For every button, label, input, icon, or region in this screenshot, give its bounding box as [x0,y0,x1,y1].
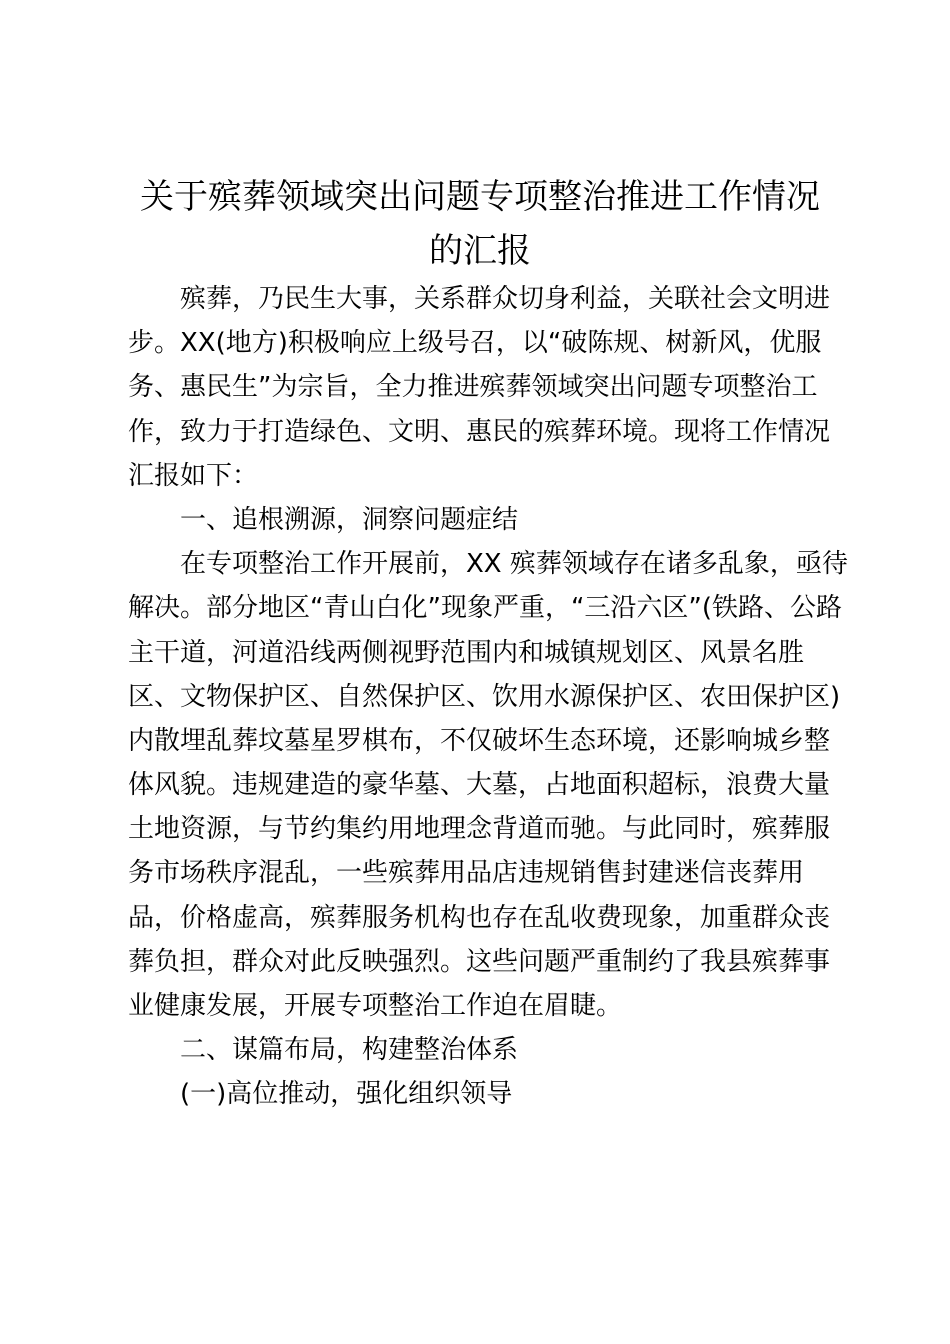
paragraph-problems-line-6: 体风貌。违规建造的豪华墓、大墓，占地面积超标，浪费大量 [128,770,831,801]
paragraph-intro-line-3: 务、惠民生”为宗旨，全力推进殡葬领域突出问题专项整治工 [128,372,818,403]
paragraph-problems-line-2: 解决。部分地区“青山白化”现象严重，“三沿六区”(铁路、公路 [128,593,843,624]
paragraph-intro-line-1: 殡葬，乃民生大事，关系群众切身利益，关联社会文明进 [180,284,831,314]
paragraph-problems-line-5: 内散埋乱葬坟墓星罗棋布，不仅破坏生态环境，还影响城乡整 [128,725,831,756]
paragraph-problems-line-7: 土地资源，与节约集约用地理念背道而驰。与此同时，殡葬服 [128,814,831,845]
paragraph-problems-line-11: 业健康发展，开展专项整治工作迫在眉睫。 [128,991,623,1021]
paragraph-problems-line-9: 品，价格虚高，殡葬服务机构也存在乱收费现象，加重群众丧 [128,902,831,933]
paragraph-intro-line-2: 步。XX(地方)积极响应上级号召，以“破陈规、树新风，优服 [128,328,822,359]
paragraph-problems-line-3: 主干道，河道沿线两侧视野范围内和城镇规划区、风景名胜 [128,637,805,668]
paragraph-problems-line-10: 葬负担，群众对此反映强烈。这些问题严重制约了我县殡葬事 [128,946,831,977]
title-line-2: 的汇报 [429,231,531,271]
document-title [120,170,840,278]
subsection-heading-1: (一)高位推动，强化组织领导 [180,1079,513,1110]
paragraph-intro-line-5: 汇报如下： [128,460,259,491]
paragraph-problems-line-1: 在专项整治工作开展前，XX 殡葬领域存在诸多乱象，亟待 [180,549,848,580]
section-heading-1: 一、追根溯源，洞察问题症结 [180,504,519,535]
section-heading-2: 二、谋篇布局，构建整治体系 [180,1035,519,1066]
document-body [128,277,848,1117]
paragraph-problems-line-4: 区、文物保护区、自然保护区、饮用水源保护区、农田保护区) [128,681,841,712]
title-line-1: 关于殡葬领域突出问题专项整治推进工作情况 [140,177,820,217]
paragraph-problems-line-8: 务市场秩序混乱，一些殡葬用品店违规销售封建迷信丧葬用 [128,858,805,889]
paragraph-intro-line-4: 作，致力于打造绿色、文明、惠民的殡葬环境。现将工作情况 [128,416,831,447]
